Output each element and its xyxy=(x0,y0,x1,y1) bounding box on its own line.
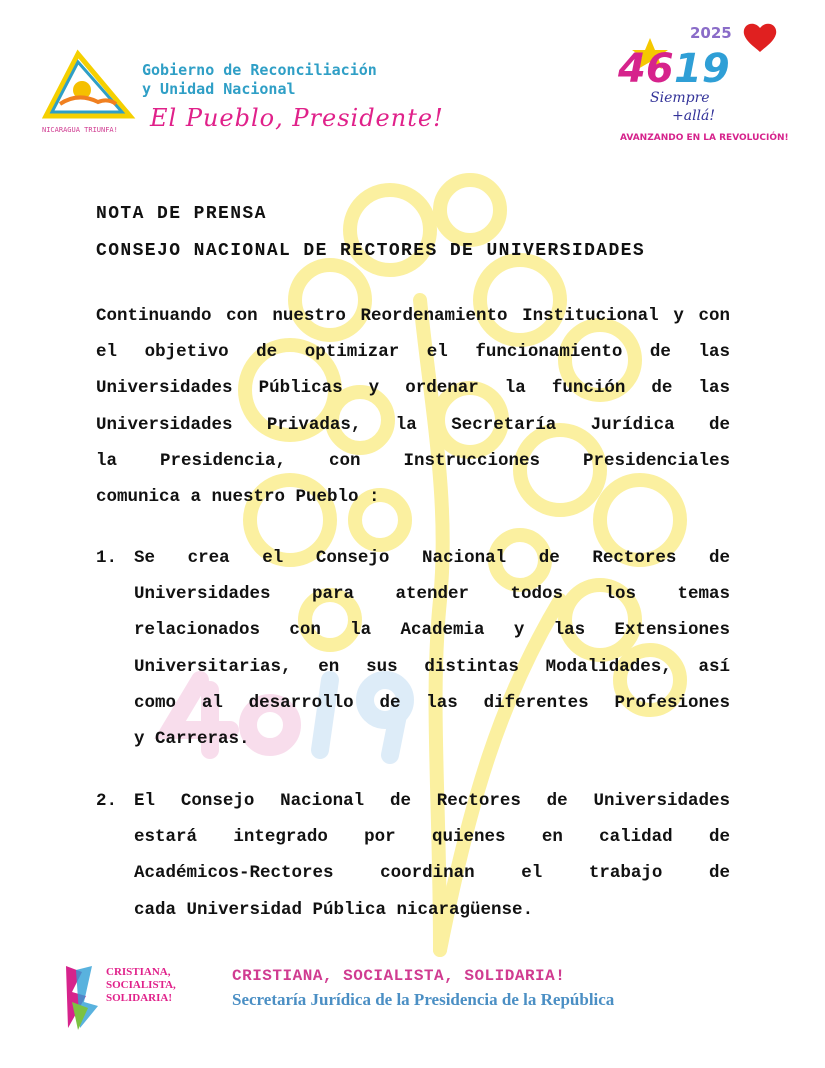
text-line: relacionados con la Academia y las Extensiones xyxy=(134,620,730,641)
text-line: Se crea el Consejo Nacional de Rectores de xyxy=(134,548,730,568)
footer xyxy=(62,962,682,1037)
slogan: El Pueblo, Presidente! xyxy=(150,104,444,132)
text-line: el objetivo de optimizar el funcionamiento de las xyxy=(96,342,730,363)
footer-logo-text: CRISTIANA, SOCIALISTA, SOLIDARIA! xyxy=(106,966,176,1004)
text-line: Universidades para atender todos los temas xyxy=(134,584,730,605)
text-line: y Carreras. xyxy=(134,728,250,749)
text-line: Continuando con nuestro Reordenamiento Institucional y con xyxy=(96,306,730,326)
document-subtitle: CONSEJO NACIONAL DE RECTORES DE UNIVERSIDADES xyxy=(96,241,646,261)
list-item xyxy=(96,540,730,757)
svg-text:Siempre: Siempre xyxy=(650,90,710,106)
svg-text:46: 46 xyxy=(618,46,674,92)
text-line: estará integrado por quienes en calidad de xyxy=(134,827,730,848)
intro-paragraph xyxy=(96,298,730,515)
text-line: Académicos-Rectores coordinan el trabajo de xyxy=(134,863,730,884)
svg-text:19: 19 xyxy=(674,46,730,92)
anniversary-4619-logo xyxy=(610,22,790,147)
government-name-line2: y Unidad Nacional xyxy=(142,80,296,98)
text-line: Universidades Públicas y ordenar la función de las xyxy=(96,378,730,399)
text-line: cada Universidad Pública nicaragüense. xyxy=(134,899,534,920)
svg-text:AVANZANDO EN LA REVOLUCIÓN!: AVANZANDO EN LA REVOLUCIÓN! xyxy=(620,133,789,143)
text-line: Universitarias, en sus distintas Modalidades, así xyxy=(134,656,730,677)
list-number: 2. xyxy=(96,791,118,811)
text-line: la Presidencia, con Instrucciones Presidenciales xyxy=(96,450,730,471)
text-line: como al desarrollo de las diferentes Profesiones xyxy=(134,692,730,713)
list-item xyxy=(96,783,730,928)
government-header xyxy=(38,46,458,146)
somos-pueblo-logo-icon xyxy=(62,962,106,1032)
document-title: NOTA DE PRENSA xyxy=(96,204,267,224)
svg-text:+allá!: +allá! xyxy=(672,108,716,124)
footer-motto: CRISTIANA, SOCIALISTA, SOLIDARIA! xyxy=(232,967,566,985)
svg-text:NICARAGUA TRIUNFA!: NICARAGUA TRIUNFA! xyxy=(42,126,118,134)
text-line: Universidades Privadas, la Secretaría Jurídica de xyxy=(96,414,730,435)
government-name-line1: Gobierno de Reconciliación xyxy=(142,61,377,79)
svg-text:2025: 2025 xyxy=(690,24,732,42)
list-number: 1. xyxy=(96,548,118,568)
text-line: El Consejo Nacional de Rectores de Universidades xyxy=(134,791,730,811)
footer-institution: Secretaría Jurídica de la Presidencia de la República xyxy=(232,990,615,1009)
text-line: comunica a nuestro Pueblo : xyxy=(96,486,380,507)
nicaragua-triangle-emblem-icon xyxy=(38,46,138,141)
